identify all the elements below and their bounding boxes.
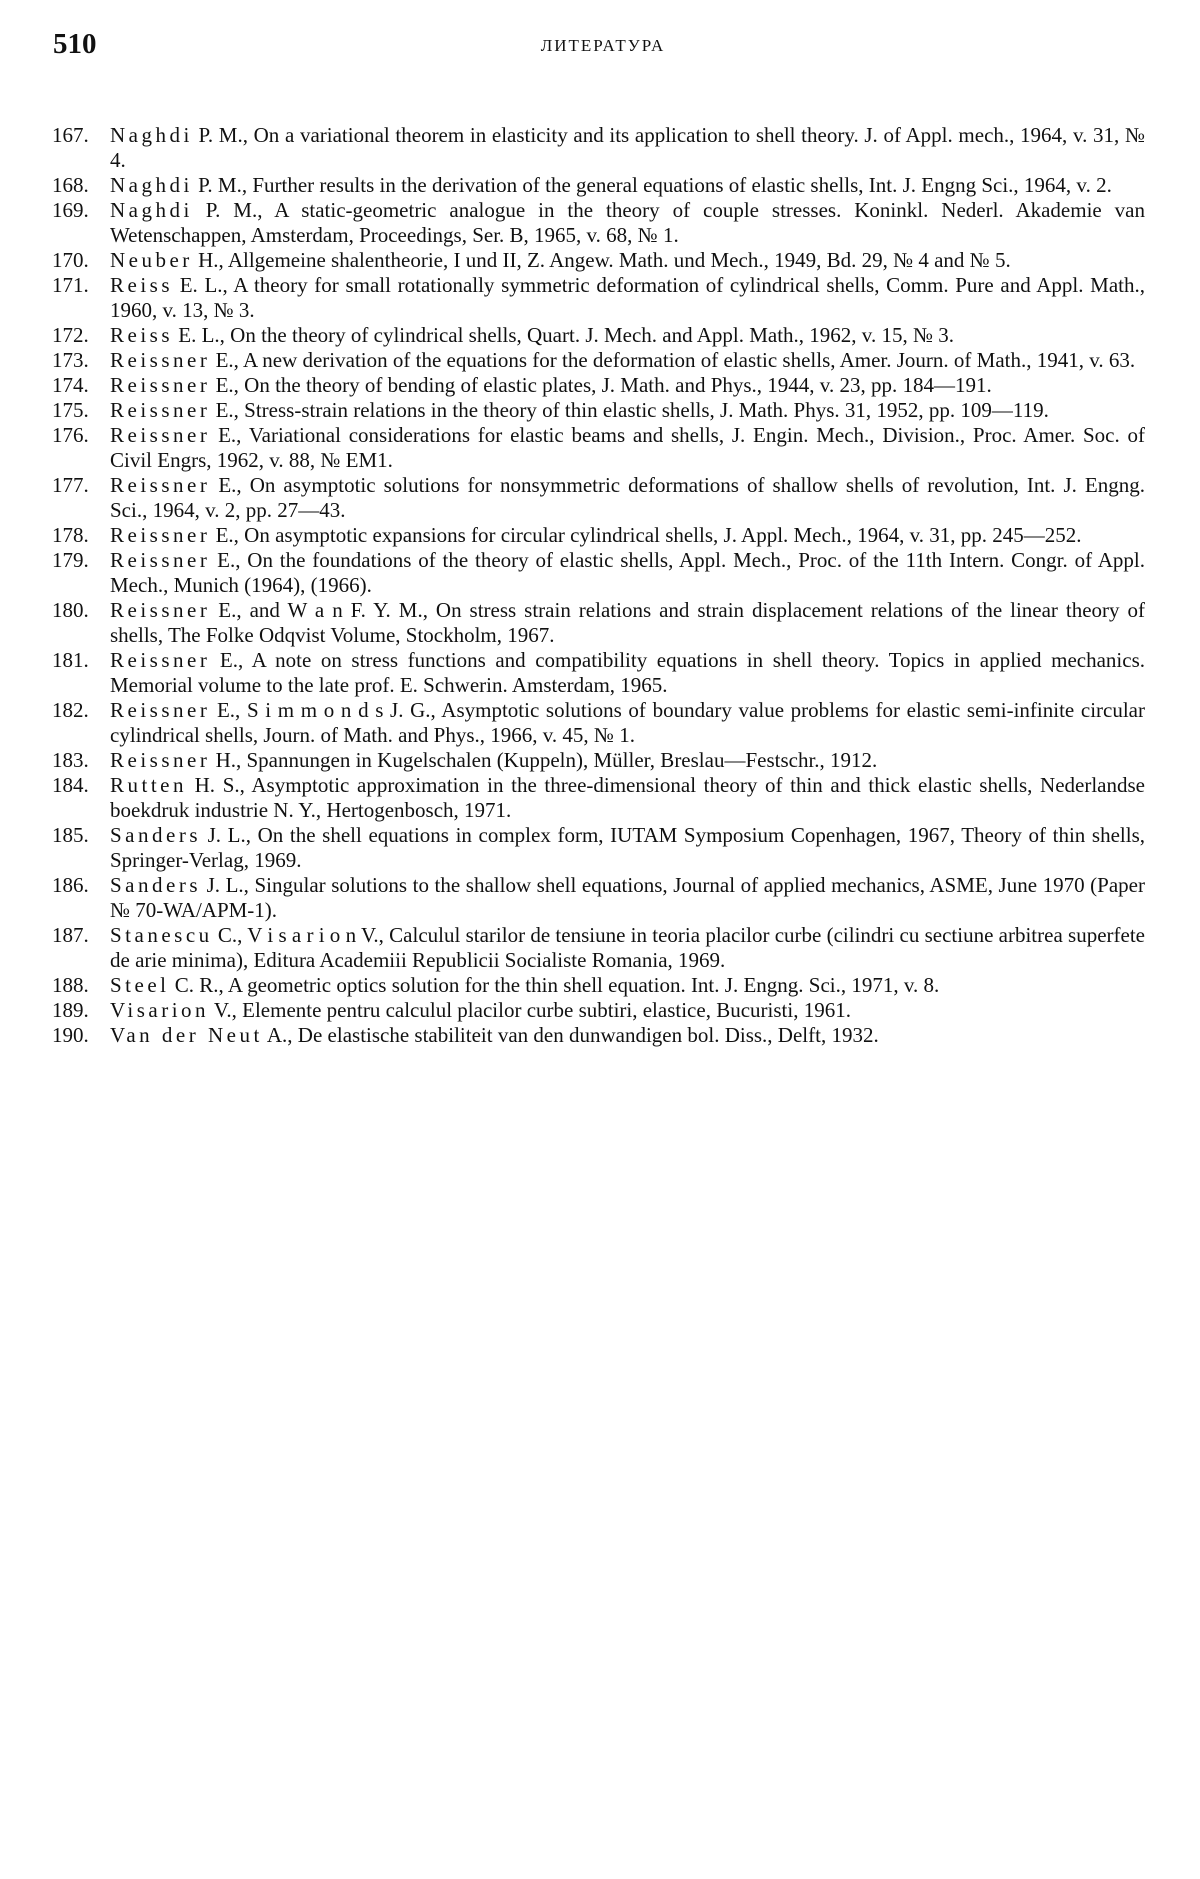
reference-number: 186.: [52, 873, 89, 897]
reference-text: E., On the theory of bending of elastic plates, J. Math. and Phys., 1944, v. 23, pp. 184—191.: [210, 373, 992, 397]
reference-entry: [0, 398, 1200, 423]
reference-text: C. R., A geometric optics solution for the thin shell equation. Int. J. Engng. Sci., 1971, v. 8.: [169, 973, 940, 997]
reference-entry: [0, 873, 1200, 923]
reference-author: Reissner: [110, 373, 211, 397]
reference-number: 176.: [52, 423, 89, 447]
reference-text: V., Elemente pentru calculul placilor curbe subtiri, elastice, Bucuristi, 1961.: [209, 998, 851, 1022]
reference-number: 183.: [52, 748, 89, 772]
reference-author: Van der Neut: [110, 1023, 263, 1047]
reference-author: Reissner: [110, 473, 211, 497]
reference-author: Reissner: [110, 548, 211, 572]
reference-author: Naghdi: [110, 123, 193, 147]
reference-number: 171.: [52, 273, 89, 297]
reference-author: Sanders: [110, 873, 201, 897]
reference-text: E., S i m m o n d s J. G., Asymptotic solutions of boundary value problems for elastic semi-infinite circular cylindrical shells, Journ. of Math. and Phys., 1966, v. 45, № 1.: [110, 698, 1145, 747]
reference-entry: [0, 473, 1200, 523]
reference-number: 190.: [52, 1023, 89, 1047]
reference-author: Reissner: [110, 598, 211, 622]
reference-number: 177.: [52, 473, 89, 497]
reference-number: 187.: [52, 923, 89, 947]
reference-entry: [0, 598, 1200, 648]
reference-author: Reissner: [110, 523, 211, 547]
reference-author: Steel: [110, 973, 170, 997]
reference-text: H., Allgemeine shalentheorie, I und II, Z. Angew. Math. und Mech., 1949, Bd. 29, № 4 and № 5.: [192, 248, 1011, 272]
reference-text: E., Variational considerations for elastic beams and shells, J. Engin. Mech., Division., Proc. Amer. Soc. of Civil Engrs, 1962, v. 88, № EM1.: [110, 423, 1145, 472]
reference-number: 178.: [52, 523, 89, 547]
reference-number: 189.: [52, 998, 89, 1022]
reference-text: E., A new derivation of the equations for the deformation of elastic shells, Amer. Journ. of Math., 1941, v. 63.: [210, 348, 1136, 372]
reference-number: 182.: [52, 698, 89, 722]
reference-text: H. S., Asymptotic approximation in the three-dimensional theory of thin and thick elastic shells, Nederlandse boekdruk industrie N. Y., Hertogenbosch, 1971.: [110, 773, 1145, 822]
reference-text: E., and W a n F. Y. M., On stress strain relations and strain displacement relations of the linear theory of shells, The Folke Odqvist Volume, Stockholm, 1967.: [110, 598, 1145, 647]
reference-number: 184.: [52, 773, 89, 797]
reference-author: Reiss: [110, 273, 174, 297]
reference-author: Reissner: [110, 748, 211, 772]
reference-entry: [0, 248, 1200, 273]
reference-text: E., On asymptotic solutions for nonsymmetric deformations of shallow shells of revolution, Int. J. Engng. Sci., 1964, v. 2, pp. 27—43.: [110, 473, 1145, 522]
reference-text: E., On asymptotic expansions for circular cylindrical shells, J. Appl. Mech., 1964, v. 31, pp. 245—252.: [210, 523, 1082, 547]
reference-entry: [0, 348, 1200, 373]
reference-entry: [0, 123, 1200, 173]
reference-entry: [0, 998, 1200, 1023]
reference-text: P. M., A static-geometric analogue in the theory of couple stresses. Koninkl. Nederl. Akademie van Wetenschappen, Amsterdam, Proceedings, Ser. B, 1965, v. 68, № 1.: [110, 198, 1145, 247]
reference-number: 174.: [52, 373, 89, 397]
reference-author: Reissner: [110, 648, 211, 672]
reference-entry: [0, 973, 1200, 998]
reference-entry: [0, 173, 1200, 198]
reference-author: Reissner: [110, 398, 211, 422]
reference-number: 180.: [52, 598, 89, 622]
reference-text: J. L., Singular solutions to the shallow shell equations, Journal of applied mechanics, ASME, June 1970 (Paper № 70-WA/APM-1).: [110, 873, 1145, 922]
reference-author: Reiss: [110, 323, 174, 347]
page-number: 510: [53, 28, 97, 60]
reference-author: Sanders: [110, 823, 201, 847]
reference-number: 181.: [52, 648, 89, 672]
reference-author: Visarion: [110, 998, 210, 1022]
page-header: [53, 28, 1153, 72]
reference-text: E., A note on stress functions and compatibility equations in shell theory. Topics in applied mechanics. Memorial volume to the late prof. E. Schwerin. Amsterdam, 1965.: [110, 648, 1145, 697]
reference-text: P. M., On a variational theorem in elasticity and its application to shell theory. J. of Appl. mech., 1964, v. 31, № 4.: [110, 123, 1145, 172]
reference-number: 169.: [52, 198, 89, 222]
reference-text: E., Stress-strain relations in the theory of thin elastic shells, J. Math. Phys. 31, 1952, pp. 109—119.: [210, 398, 1049, 422]
reference-text: E., On the foundations of the theory of elastic shells, Appl. Mech., Proc. of the 11th Intern. Congr. of Appl. Mech., Munich (1964), (1966).: [110, 548, 1145, 597]
reference-text: E. L., A theory for small rotationally symmetric deformation of cylindrical shells, Comm. Pure and Appl. Math., 1960, v. 13, № 3.: [110, 273, 1145, 322]
reference-entry: [0, 373, 1200, 398]
reference-text: A., De elastische stabiliteit van den dunwandigen bol. Diss., Delft, 1932.: [262, 1023, 879, 1047]
reference-number: 175.: [52, 398, 89, 422]
reference-author: Neuber: [110, 248, 193, 272]
reference-entry: [0, 548, 1200, 598]
reference-entry: [0, 698, 1200, 748]
reference-entry: [0, 323, 1200, 348]
reference-text: J. L., On the shell equations in complex form, IUTAM Symposium Copenhagen, 1967, Theory of thin shells, Springer-Verlag, 1969.: [110, 823, 1145, 872]
reference-text: P. M., Further results in the derivation of the general equations of elastic shells, Int. J. Engng Sci., 1964, v. 2.: [192, 173, 1112, 197]
reference-author: Naghdi: [110, 198, 193, 222]
reference-text: E. L., On the theory of cylindrical shells, Quart. J. Mech. and Appl. Math., 1962, v. 15, № 3.: [173, 323, 954, 347]
reference-number: 172.: [52, 323, 89, 347]
reference-text: H., Spannungen in Kugelschalen (Kuppeln), Müller, Breslau—Festschr., 1912.: [210, 748, 878, 772]
reference-entry: [0, 1023, 1200, 1048]
reference-number: 179.: [52, 548, 89, 572]
reference-text: C., V i s a r i o n V., Calculul starilor de tensiune in teoria placilor curbe (cilindri cu sectiune arbitrea superfete de arie minima), Editura Academiii Republicii Socialiste Romania, 1969.: [110, 923, 1145, 972]
reference-number: 167.: [52, 123, 89, 147]
reference-entry: [0, 198, 1200, 248]
reference-entry: [0, 823, 1200, 873]
reference-author: Reissner: [110, 698, 211, 722]
reference-number: 185.: [52, 823, 89, 847]
reference-entry: [0, 523, 1200, 548]
reference-number: 168.: [52, 173, 89, 197]
reference-entry: [0, 923, 1200, 973]
reference-number: 188.: [52, 973, 89, 997]
reference-author: Naghdi: [110, 173, 193, 197]
running-title: ЛИТЕРАТУРА: [540, 36, 666, 55]
reference-entry: [0, 773, 1200, 823]
reference-number: 173.: [52, 348, 89, 372]
reference-entry: [0, 748, 1200, 773]
reference-entry: [0, 648, 1200, 698]
reference-entry: [0, 423, 1200, 473]
reference-author: Rutten: [110, 773, 187, 797]
reference-author: Reissner: [110, 348, 211, 372]
reference-list: [0, 123, 1200, 1048]
reference-number: 170.: [52, 248, 89, 272]
reference-author: Reissner: [110, 423, 211, 447]
reference-author: Stanescu: [110, 923, 213, 947]
reference-entry: [0, 273, 1200, 323]
